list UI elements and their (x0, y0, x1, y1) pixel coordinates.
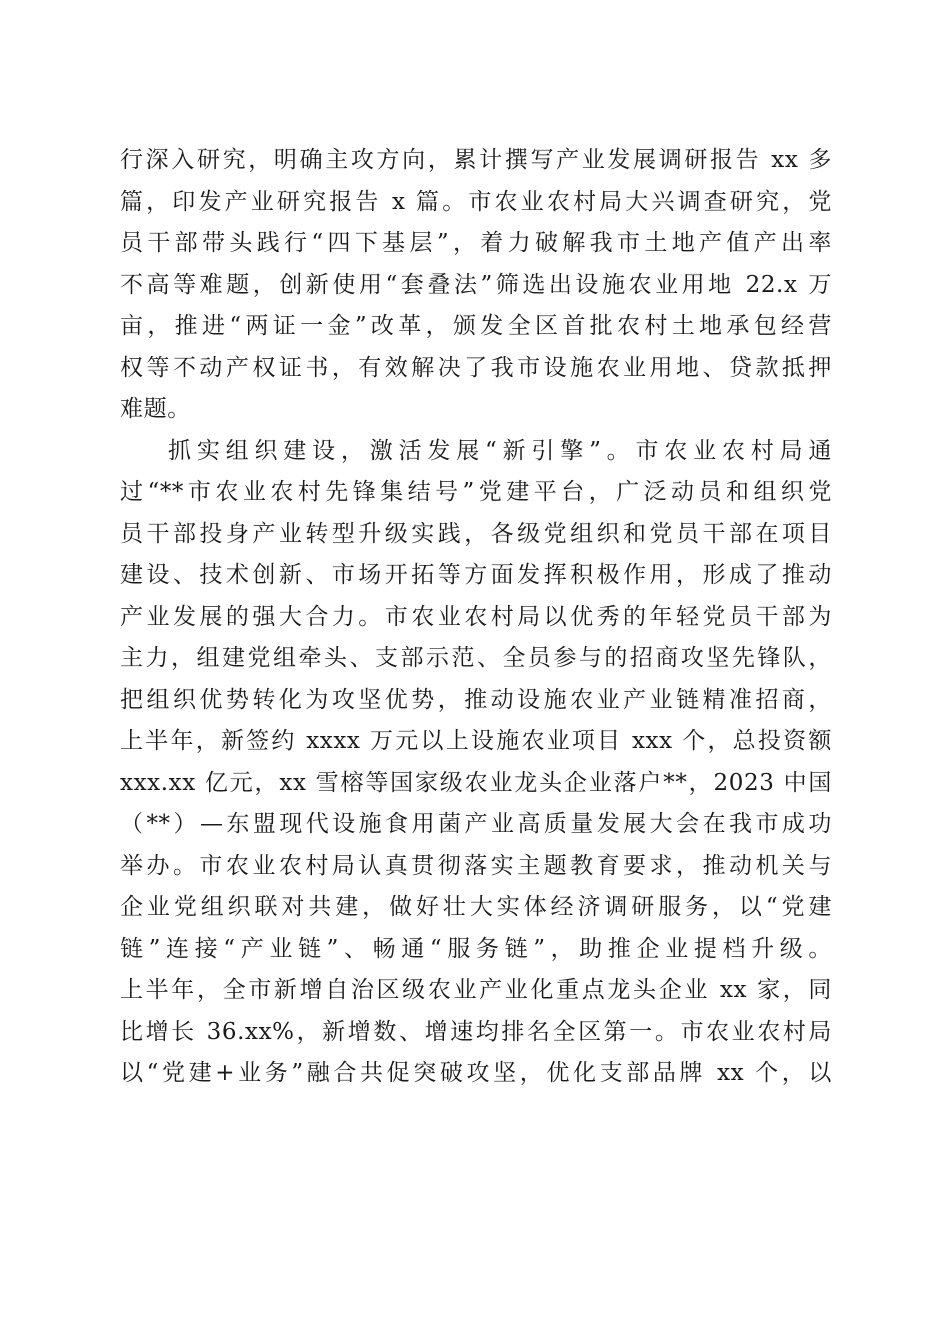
text-line: 企业党组织联对共建，做好壮大实体经济调研服务，以“党建 (120, 894, 832, 920)
paragraph-2 (120, 431, 832, 1095)
paragraph-1 (120, 140, 832, 431)
text-line: 上半年，全市新增自治区级农业产业化重点龙头企业 xx 家，同 (120, 977, 832, 1003)
text-line: xxx.xx 亿元，xx 雪榕等国家级农业龙头企业落户**，2023 中国 (120, 769, 832, 796)
text-line: 员干部带头践行“四下基层”，着力破解我市土地产值产出率 (120, 230, 832, 256)
text-line: 把组织优势转化为攻坚优势，推动设施农业产业链精准招商， (120, 686, 832, 713)
text-line: 难题。 (120, 396, 191, 422)
text-line: 举办。市农业农村局认真贯彻落实主题教育要求，推动机关与 (120, 852, 832, 879)
text-line: 以“党建+业务”融合共促突破攻坚，优化支部品牌 xx 个，以 (120, 1060, 832, 1086)
text-line: 建设、技术创新、市场开拓等方面发挥积极作用，形成了推动 (120, 562, 832, 588)
text-line: 行深入研究，明确主攻方向，累计撰写产业发展调研报告 xx 多 (120, 147, 832, 173)
text-line: 篇，印发产业研究报告 x 篇。市农业农村局大兴调查研究，党 (120, 188, 832, 215)
text-line: 员干部投身产业转型升级实践，各级党组织和党员干部在项目 (120, 520, 832, 547)
body-text (120, 140, 832, 1095)
text-line: 抓实组织建设，激活发展“新引擎”。市农业农村局通 (168, 437, 832, 464)
text-line: 链”连接“产业链”、畅通“服务链”，助推企业提档升级。 (120, 935, 832, 962)
text-line: 上半年，新签约 xxxx 万元以上设施农业项目 xxx 个，总投资额 (120, 728, 832, 754)
text-line: 比增长 36.xx%，新增数、增速均排名全区第一。市农业农村局 (120, 1018, 832, 1045)
text-line: 亩，推进“两证一金”改革，颁发全区首批农村土地承包经营 (120, 313, 832, 339)
text-line: 过“**市农业农村先锋集结号”党建平台，广泛动员和组织党 (120, 479, 832, 505)
text-line: 产业发展的强大合力。市农业农村局以优秀的年轻党员干部为 (120, 603, 832, 630)
text-line: 权等不动产权证书，有效解决了我市设施农业用地、贷款抵押 (120, 354, 832, 381)
text-line: （**）—东盟现代设施食用菌产业高质量发展大会在我市成功 (120, 811, 832, 837)
text-line: 不高等难题，创新使用“套叠法”筛选出设施农业用地 22.x 万 (120, 271, 832, 298)
text-line: 主力，组建党组牵头、支部示范、全员参与的招商攻坚先锋队， (120, 645, 832, 671)
